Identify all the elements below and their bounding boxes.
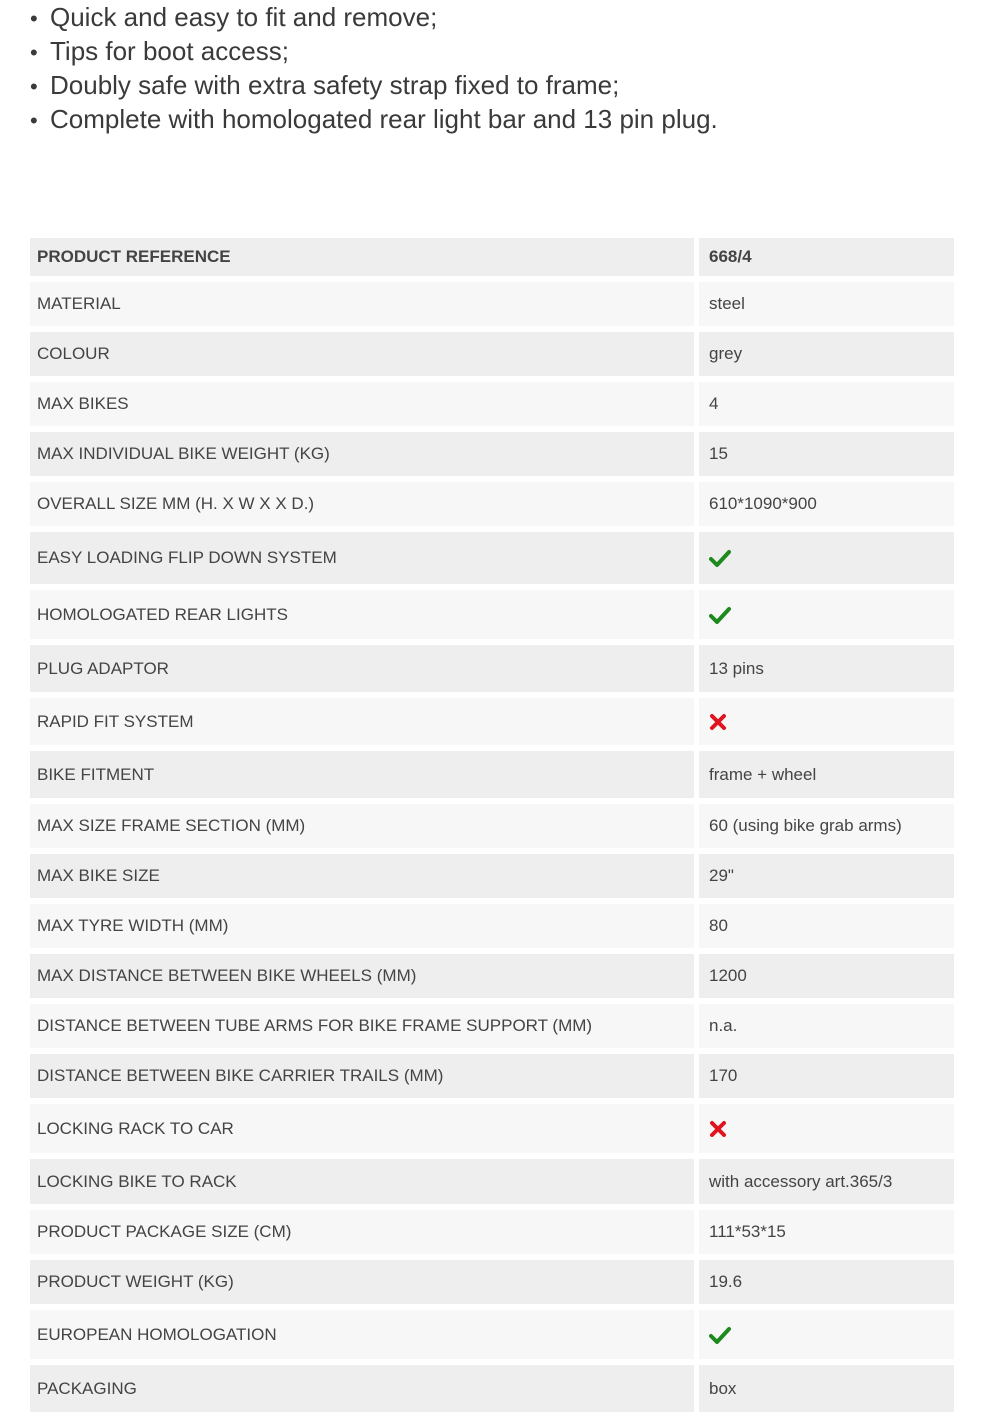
spec-row [30, 698, 954, 745]
spec-value: 19.6 [699, 1260, 954, 1304]
spec-label: PACKAGING [30, 1365, 694, 1412]
spec-label: RAPID FIT SYSTEM [30, 698, 694, 745]
spec-row [30, 1004, 954, 1048]
spec-value: with accessory art.365/3 [699, 1159, 954, 1204]
spec-value [699, 698, 954, 745]
spec-row [30, 1104, 954, 1153]
spec-label: MAX INDIVIDUAL BIKE WEIGHT (KG) [30, 432, 694, 476]
spec-label: HOMOLOGATED REAR LIGHTS [30, 590, 694, 639]
spec-row [30, 954, 954, 998]
spec-value: 111*53*15 [699, 1210, 954, 1254]
spec-row [30, 482, 954, 526]
feature-list [30, 0, 990, 136]
feature-item [30, 0, 990, 34]
spec-row [30, 332, 954, 376]
spec-row [30, 1159, 954, 1204]
spec-value: frame + wheel [699, 751, 954, 798]
spec-row [30, 382, 954, 426]
spec-label: PRODUCT PACKAGE SIZE (CM) [30, 1210, 694, 1254]
spec-row [30, 804, 954, 848]
bullet-icon: • [30, 108, 38, 133]
spec-value [699, 1310, 954, 1359]
check-icon [709, 549, 731, 567]
spec-label: EUROPEAN HOMOLOGATION [30, 1310, 694, 1359]
spec-value: 4 [699, 382, 954, 426]
feature-text: Quick and easy to fit and remove; [50, 2, 438, 32]
spec-row [30, 645, 954, 692]
spec-label: DISTANCE BETWEEN BIKE CARRIER TRAILS (MM) [30, 1054, 694, 1098]
spec-value: 610*1090*900 [699, 482, 954, 526]
spec-label: MAX SIZE FRAME SECTION (MM) [30, 804, 694, 848]
spec-row [30, 238, 954, 276]
cross-icon [709, 1120, 727, 1138]
spec-label: BIKE FITMENT [30, 751, 694, 798]
cross-icon [709, 713, 727, 731]
spec-label: MAX BIKE SIZE [30, 854, 694, 898]
spec-row [30, 1365, 954, 1412]
spec-row [30, 532, 954, 584]
spec-value: 15 [699, 432, 954, 476]
spec-label: PLUG ADAPTOR [30, 645, 694, 692]
spec-value: box [699, 1365, 954, 1412]
spec-row [30, 590, 954, 639]
spec-value: n.a. [699, 1004, 954, 1048]
feature-item [30, 34, 990, 68]
spec-label: LOCKING RACK TO CAR [30, 1104, 694, 1153]
spec-row [30, 904, 954, 948]
spec-row [30, 282, 954, 326]
spec-value: 13 pins [699, 645, 954, 692]
spec-label: PRODUCT REFERENCE [30, 238, 694, 276]
spec-value: 1200 [699, 954, 954, 998]
spec-value: steel [699, 282, 954, 326]
spec-label: MAX TYRE WIDTH (MM) [30, 904, 694, 948]
spec-value: 60 (using bike grab arms) [699, 804, 954, 848]
spec-label: MAX DISTANCE BETWEEN BIKE WHEELS (MM) [30, 954, 694, 998]
spec-row [30, 1210, 954, 1254]
feature-text: Tips for boot access; [50, 36, 289, 66]
feature-item [30, 68, 990, 102]
spec-value [699, 590, 954, 639]
spec-label: PRODUCT WEIGHT (KG) [30, 1260, 694, 1304]
feature-text: Complete with homologated rear light bar and 13 pin plug. [50, 104, 718, 134]
spec-value: 80 [699, 904, 954, 948]
spec-row [30, 854, 954, 898]
spec-value: 29" [699, 854, 954, 898]
spec-label: MAX BIKES [30, 382, 694, 426]
bullet-icon: • [30, 6, 38, 31]
spec-value [699, 532, 954, 584]
spec-row [30, 432, 954, 476]
feature-item [30, 102, 990, 136]
spec-row [30, 1054, 954, 1098]
check-icon [709, 1326, 731, 1344]
spec-row [30, 751, 954, 798]
spec-table [30, 238, 954, 1418]
feature-text: Doubly safe with extra safety strap fixed to frame; [50, 70, 620, 100]
check-icon [709, 606, 731, 624]
spec-row [30, 1260, 954, 1304]
spec-label: MATERIAL [30, 282, 694, 326]
spec-value: grey [699, 332, 954, 376]
spec-label: LOCKING BIKE TO RACK [30, 1159, 694, 1204]
spec-label: DISTANCE BETWEEN TUBE ARMS FOR BIKE FRAME SUPPORT (MM) [30, 1004, 694, 1048]
spec-label: COLOUR [30, 332, 694, 376]
spec-row [30, 1310, 954, 1359]
spec-value: 668/4 [699, 238, 954, 276]
bullet-icon: • [30, 74, 38, 99]
spec-value [699, 1104, 954, 1153]
bullet-icon: • [30, 40, 38, 65]
spec-label: OVERALL SIZE MM (H. X W X X D.) [30, 482, 694, 526]
spec-label: EASY LOADING FLIP DOWN SYSTEM [30, 532, 694, 584]
spec-value: 170 [699, 1054, 954, 1098]
